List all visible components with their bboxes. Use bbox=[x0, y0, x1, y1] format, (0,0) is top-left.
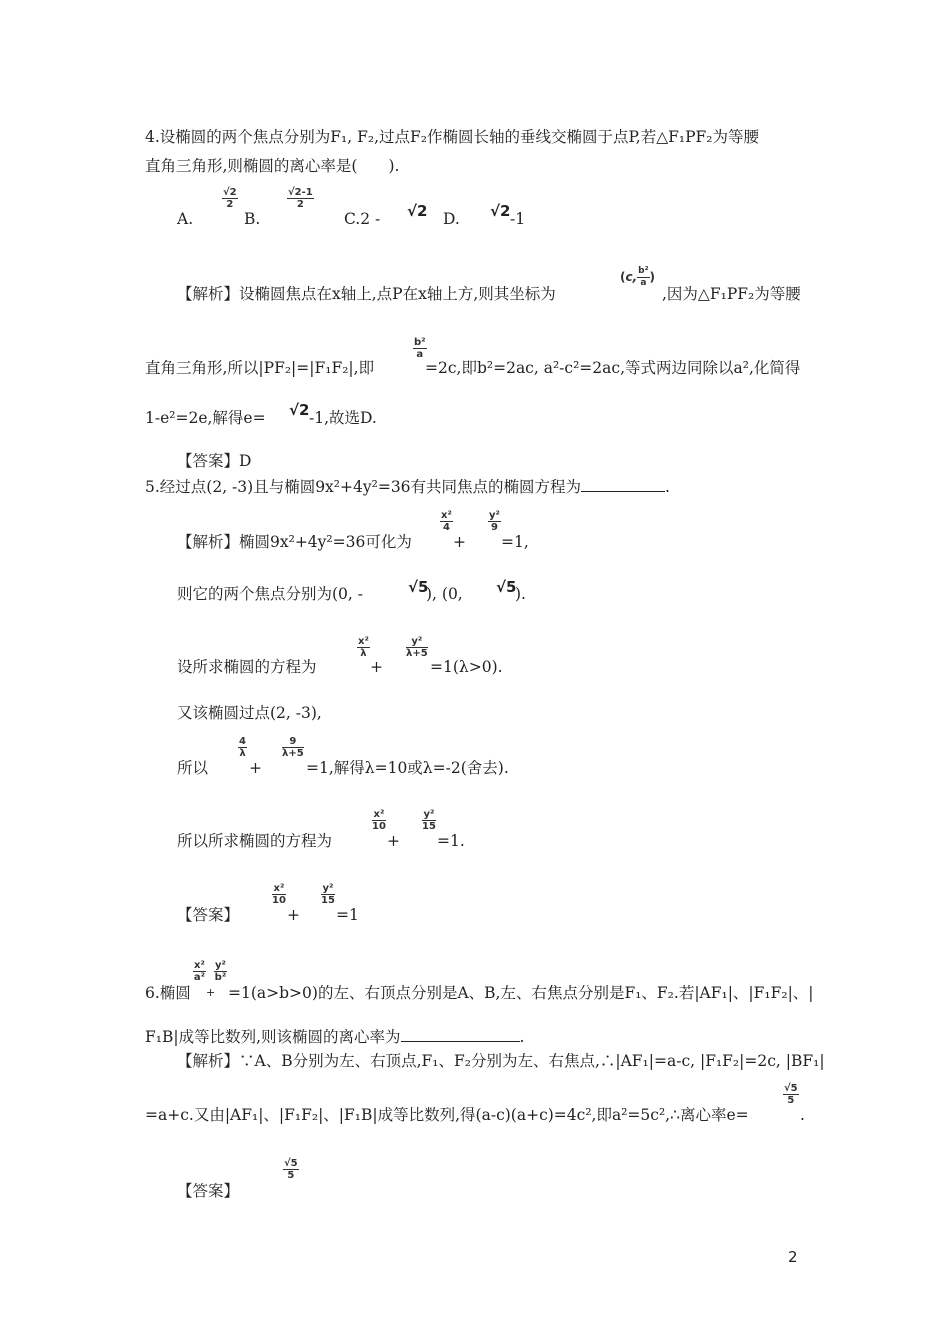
q4-solution-line3a: 1-e²=2e,解得e= bbox=[145, 409, 266, 427]
q5-solution-fraction-x2-4: $\frac{\text{x²}}{4}$ bbox=[441, 510, 452, 533]
q4-option-b-fraction: $\frac{√2-1}{2}$ bbox=[288, 187, 313, 210]
q4-stem-line1: 4.设椭圆的两个焦点分别为F₁, F₂,过点F₂作椭圆长轴的垂线交椭圆于点P,若△F₁PF₂为等腰 bbox=[145, 128, 759, 146]
q5-answer-fraction-y2-15: $\frac{\text{y²}}{15}$ bbox=[321, 883, 335, 906]
q6-stem-prefix: 6.椭圆 bbox=[145, 984, 191, 1002]
q4-solution-radical: √2 bbox=[289, 401, 310, 419]
q6-solution-line1: 【解析】∵A、B分别为左、右顶点,F₁、F₂分别为左、右焦点,∴|AF₁|=a-c, |F₁F₂|=2c, |BF₁| bbox=[177, 1052, 825, 1070]
q5-solution-line6b: =1. bbox=[437, 832, 465, 850]
q5-answer-tail: =1 bbox=[336, 906, 359, 924]
q5-solution-line1a: 【解析】椭圆9x²+4y²=36可化为 bbox=[177, 533, 412, 551]
q4-answer: 【答案】D bbox=[177, 452, 252, 470]
q4-solution-line2b: =2c,即b²=2ac, a²-c²=2ac,等式两边同除以a²,化简得 bbox=[425, 359, 801, 377]
q4-option-c-radical: √2 bbox=[407, 202, 428, 220]
q5-solution-plus-2: + bbox=[370, 658, 383, 676]
q5-solution-line5a: 所以 bbox=[177, 759, 209, 777]
q4-solution-fraction-b2-a: $\frac{\text{b²}}{a}$ bbox=[414, 337, 426, 360]
q4-option-c-label: C.2 - bbox=[344, 210, 381, 228]
q6-answer-fraction-sqrt5-5: $\frac{√5}{5}$ bbox=[284, 1158, 298, 1181]
q5-answer-plus: + bbox=[287, 906, 300, 924]
page-number: 2 bbox=[788, 1248, 798, 1266]
q6-stem-line1: =1(a>b>0)的左、右顶点分别是A、B,左、右焦点分别是F₁、F₂.若|AF₁|、|F₁F₂|、| bbox=[228, 984, 814, 1002]
q4-option-a-fraction: $\frac{√2}{2}$ bbox=[223, 187, 237, 210]
q5-solution-line2a: 则它的两个焦点分别为(0, - bbox=[177, 585, 364, 603]
q4-solution-point-coordinate: (c, $\frac{\text{b²}}{a}$ ) bbox=[620, 266, 656, 288]
q5-solution-plus-4: + bbox=[387, 832, 400, 850]
q5-solution-radical-2: √5 bbox=[496, 578, 517, 596]
q5-solution-plus-3: + bbox=[249, 759, 262, 777]
q6-solution-end: . bbox=[800, 1106, 805, 1124]
q4-solution-line2a: 直角三角形,所以|PF₂|=|F₁F₂|,即 bbox=[145, 359, 375, 377]
q5-solution-fraction-x2-lambda: $\frac{\text{x²}}{\lambda}$ bbox=[358, 636, 369, 659]
q4-solution-line1b: ,因为△F₁PF₂为等腰 bbox=[662, 285, 801, 303]
q4-option-a-label: A. bbox=[177, 210, 194, 228]
q5-solution-fraction-y2-lambda5: $\frac{\text{y²}}{\lambda+5}$ bbox=[406, 636, 428, 659]
q5-solution-line3a: 设所求椭圆的方程为 bbox=[177, 658, 317, 676]
q5-answer-label: 【答案】 bbox=[177, 906, 240, 924]
q6-stem-line2: F₁B|成等比数列,则该椭圆的离心率为 . bbox=[145, 1028, 525, 1046]
q6-stem-fraction-x2-a2: $\frac{\text{x²}}{\text{a²}}$ bbox=[193, 960, 205, 983]
q5-solution-line4: 又该椭圆过点(2, -3), bbox=[177, 704, 322, 722]
q5-stem: 5.经过点(2, -3)且与椭圆9x²+4y²=36有共同焦点的椭圆方程为 . bbox=[145, 478, 670, 496]
q5-solution-fraction-9-lambda5: $\frac{9}{\lambda+5}$ bbox=[282, 736, 304, 759]
q6-answer-label: 【答案】 bbox=[177, 1182, 240, 1200]
q5-solution-fraction-4-lambda: $\frac{4}{\lambda}$ bbox=[239, 736, 246, 759]
q5-solution-line3b: =1(λ>0). bbox=[430, 658, 503, 676]
q5-solution-line6a: 所以所求椭圆的方程为 bbox=[177, 832, 333, 850]
q5-solution-fraction-y2-15: $\frac{\text{y²}}{15}$ bbox=[422, 809, 436, 832]
q4-option-d-tail: -1 bbox=[510, 210, 526, 228]
q5-answer-fraction-x2-10: $\frac{\text{x²}}{10}$ bbox=[272, 883, 286, 906]
q4-option-b-label: B. bbox=[244, 210, 261, 228]
q4-solution-line3b: -1,故选D. bbox=[309, 409, 377, 427]
q5-solution-fraction-y2-9: $\frac{\text{y²}}{9}$ bbox=[489, 510, 500, 533]
q5-solution-line2c: ). bbox=[515, 585, 526, 603]
q6-solution-fraction-sqrt5-5: $\frac{√5}{5}$ bbox=[784, 1083, 798, 1106]
q4-option-d-label: D. bbox=[443, 210, 460, 228]
q5-solution-radical-1: √5 bbox=[408, 578, 429, 596]
q5-solution-line1b: =1, bbox=[501, 533, 529, 551]
q6-stem-fraction-y2-b2: $\frac{\text{y²}}{\text{b²}}$ bbox=[214, 960, 227, 983]
q5-solution-line5b: =1,解得λ=10或λ=-2(舍去). bbox=[306, 759, 509, 777]
q4-option-d-radical: √2 bbox=[490, 202, 511, 220]
q6-solution-line2: =a+c.又由|AF₁|、|F₁F₂|、|F₁B|成等比数列,得(a-c)(a+c)=4c²,即a²=5c²,∴离心率e= bbox=[145, 1106, 749, 1124]
q5-solution-line2b: ), (0, bbox=[426, 585, 463, 603]
q4-solution-line1a: 【解析】设椭圆焦点在x轴上,点P在x轴上方,则其坐标为 bbox=[177, 285, 556, 303]
q5-solution-fraction-x2-10: $\frac{\text{x²}}{10}$ bbox=[372, 809, 386, 832]
q4-stem-line2: 直角三角形,则椭圆的离心率是( ). bbox=[145, 157, 400, 175]
q5-solution-plus-1: + bbox=[453, 533, 466, 551]
q6-stem-plus: + bbox=[206, 986, 216, 999]
